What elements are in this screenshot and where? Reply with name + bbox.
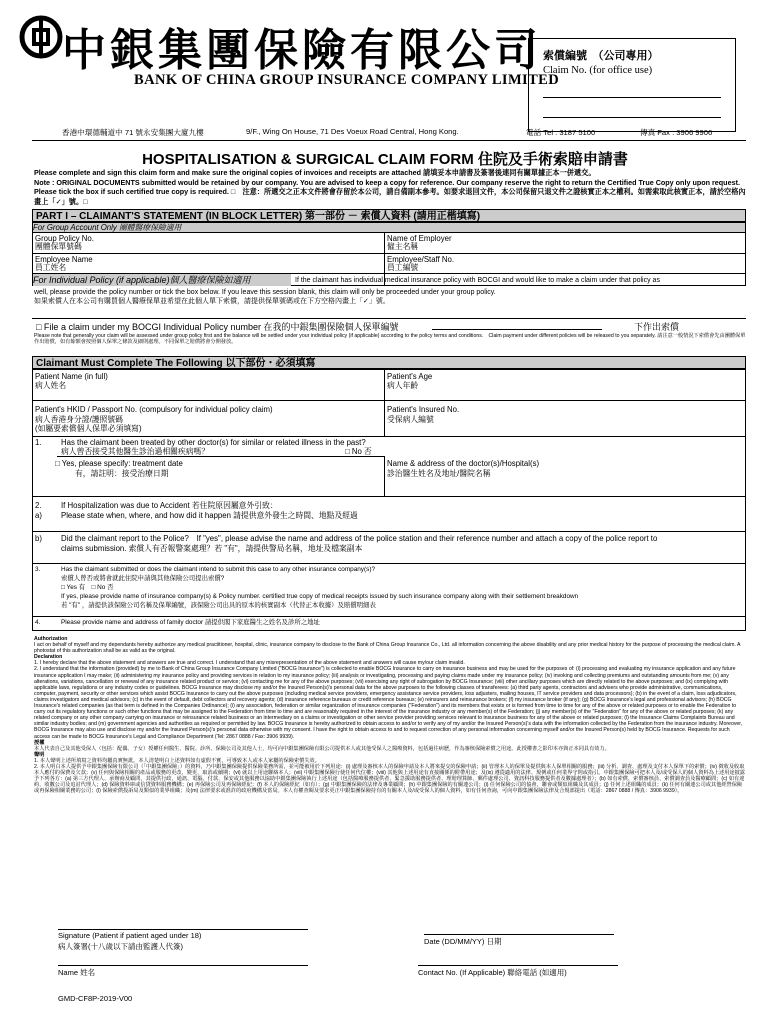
fax: 傳真 Fax : 3906 9906 xyxy=(640,128,713,137)
address-cn: 香港中環德輔道中 71 號永安集團大廈九樓 xyxy=(62,128,204,137)
q1-yes-checkbox[interactable]: □ Yes, please specify: treatment date xyxy=(55,459,183,468)
employee-no-label-cn: 員工編號 xyxy=(387,263,419,272)
claim-number-box[interactable] xyxy=(528,38,736,132)
intro-line1: Please complete and sign this claim form and make sure the original copies of invoices and receipts are attached 請填妥本申請書及簽署後連同有關單據正本一併遞交。 xyxy=(34,168,596,177)
file-claim-note: Please note that generally your claim will be assessed under group policy first and the balance will be settled under your individual policy (if applicable) according to the policy terms and conditions. Claim payment under different policies will be released to you separately. 請注意一般情況下索償會先由團體保單作出賠償，如有餘額會按照個人保單之條款及細則處理。不同保單之賠償將會分開發放。 xyxy=(34,333,746,346)
company-logo-icon xyxy=(18,14,64,60)
individual-policy-label: For Individual Policy (if applicable)個人醫療保險如適用 xyxy=(33,274,291,286)
q2b-question: Did the claimant report to the Police? If "yes", please advise the name and address of the police station and their reference number and attach a copy of the police report to xyxy=(61,534,658,543)
signature-label-en: Signature (Patient if patient aged under 18) xyxy=(58,931,202,940)
file-claim-checkbox[interactable]: □ File a claim under my BOCGI Individual Policy number 在我的中銀集團保險個人保單編號 xyxy=(36,322,399,332)
header-divider xyxy=(32,140,746,141)
file-claim-suffix: 下作出索償 xyxy=(634,322,680,332)
date-label: Date (DD/MM/YY) 日期 xyxy=(424,937,502,946)
company-name-cn: 中銀集團保險有限公司 xyxy=(62,25,542,76)
contact-field[interactable] xyxy=(418,965,618,966)
q1-question: Has the claimant been treated by other doctor(s) for similar or related illness in the past? xyxy=(61,438,366,447)
declaration-title-cn: 聲明 xyxy=(34,751,45,758)
contact-label: Contact No. (If Applicable) 聯絡電話 (如適用) xyxy=(418,968,567,977)
tel: 電話 Tel : 3187 5100 xyxy=(526,128,596,137)
claim-no-line xyxy=(543,97,721,98)
employee-name-label-en: Employee Name xyxy=(35,255,93,264)
q2-question: If Hospitalization was due to Accident 若住院原因屬意外引致： xyxy=(61,501,278,510)
q2a-question: Please state when, where, and how did it happen 請提供意外發生之時間、地點及經過 xyxy=(61,511,358,520)
company-name-en: BANK OF CHINA GROUP INSURANCE COMPANY LIMITED xyxy=(134,72,560,88)
signature-field[interactable] xyxy=(58,929,308,930)
intro-note: Note : ORIGINAL DOCUMENTS submitted would be retained by our company. You are advised to keep a copy for reference. Our company reserve the right to return the Certified True Copy only upon request. Please tick the box if such certified true copy is required. □ 注意：所遞交之正本文件將會存留於本公司，請自備副本參考。如要求退回文件，本公司保留只退文件之證核實正本之權利。如需索取此核實正本，請於空格內畫上「✓」號。□ xyxy=(34,178,746,206)
declaration-title: Declaration xyxy=(34,654,63,661)
q4-question: Please provide name and address of family doctor 請提供閣下家庭醫生之姓名及診所之地址 xyxy=(61,619,320,626)
individual-note-3: 如果索償人在本公司有購買個人醫療保單並希望在此個人單下索償，請提供保單號碼或在下方空格內畫上「✓」號。 xyxy=(34,298,390,305)
patient-age-label-en: Patient's Age xyxy=(387,372,433,381)
q1-no-checkbox[interactable]: □ No 否 xyxy=(345,447,372,456)
q1-doctor-label-cn: 診治醫生姓名及地址/醫院名稱 xyxy=(387,469,491,478)
employer-label-en: Name of Employer xyxy=(387,234,452,243)
date-field[interactable] xyxy=(424,934,614,935)
declaration-cn-2: 2. 本人明白本人提供予中銀集團保險有限公司（「中銀集團保險」）的資料，乃中銀集團保險提供保險業務所需，並可能被用於下列用途：(i) 處理及審核本人的保險申請及本人將來提交的保險申請；(ii) 管理本人的保單及提供與本人保單相關的服務；(iii) 分析、調查、處理及支付本人保單下的索償；(iv) 徵收及收取本人應付的保費及欠款；(v) 任何與保險相關的產品或服務的更改、變更、取消或續期；(vi) 就以上用途聯絡本人；(vii) 中銀集團保險行使任何代位權；(viii) 其他與上述用途有直接關係的附帶用途；及(ix) 遵從適用的法律、規例或任何業界守則或指引。中銀集團保險可把本人及/或受保人的個人資料為上述用途披露予下列各方：(a) 第三方代理人、承辦商及顧問，其提供行政、通訊、電腦、付款、保安或其他服務以協助中銀集團保險執行上述用途（包括醫療服務提供者、緊急援助服務提供者、理賠理算師、郵件處理公司、資訊科技服務提供者及數據處理者）；(b) 如有索償，索償審核員、索償調查員及醫療顧問；(c) 如有違約，收數公司及追討代理人；(d) 保險資料庫或信貸資料服務機構；(e) 再保險公司及再保險經紀；(f) 本人的保險經紀（如有）；(g) 中銀集團保險的法律及專業顧問；(h) 中銀集團保險的有關連公司；(i) 任何保險公司的協會、聯會或類似組織及其成員；(j) 任何上述組織的成員；(k) 任何有關連公司或其他經營保險或再保險相關業務的公司；(l) 保險索償投訴局及類似的業界組織；及(m) 法律要求或准許的政府機構及當局。本人有權查閱及要求更正中銀集團保險持有的有關本人及/或受保人的個人資料，如有任何查詢，可向中銀集團保險法律及合規部提出（電話：2867 0888 / 傳真：3906 9939）。 xyxy=(34,763,745,795)
authorization-title-cn: 授權 xyxy=(34,739,45,746)
authorization-text-cn: 本人代表自己及其他受保人（包括：配偶、子女）授權任何醫生、醫院、診所、保險公司及其他人士，均可向中銀集團保險有限公司提供本人或其他受保人之醫療資料，包括過往病歷，作為審核保險索償之用途。此授權書之影印本亦與正本同具有效力。 xyxy=(34,745,610,752)
patient-section xyxy=(32,369,746,631)
q3-if-yes: If yes, please provide name of insurance company(s) & Policy number. certified true copy of medical receipts issued by such insurance company along with their settlement breakdown xyxy=(61,593,579,600)
patient-name-label-cn: 病人姓名 xyxy=(35,381,67,390)
patient-name-label-en: Patient Name (in full) xyxy=(35,372,108,381)
declaration-item-1: 1. I hereby declare that the above statement and answers are true and correct. I understand that any misrepresentation of the above statement and answers will cause my/our claim invalid. xyxy=(34,660,465,667)
declaration-item-2: 2. I understand that the information (provided) by me to Bank of China Group Insurance Company Limited ("BOCG Insurance") is collected to enable BOCG Insurance to carry on insurance business and may be used for the purposes of: (i) processing and evaluating my insurance application and any future insurance application I may make; (ii) administering my insurance policy and providing services in relation to my insurance policy; (iii) analysis or investigating, processing and paying claims made under my insurance policy; (iv) invoking and collecting premiums and outstanding amounts from me; (v) any alterations, variations, cancellation or renewal of any insurance related product or service; (vi) contacting me for any of the above purposes; (vii) exercising any right of subrogation by BOCG Insurance; (viii) other ancillary purposes which are directly related to the above purposes; and (ix) complying with applicable laws, regulations or any industry codes or guidelines. BOCG Insurance may disclose my and/or the Insured Person(s)'s personal data for the above purposes to the following classes of transferees: (a) third party agents, contractors and advisers who provide administrative, communications, computer, payment, security or other services which assist BOCG Insurance to carry out the above purposes (including medical service providers, emergency assistance service providers, loss adjusters, mailing houses, IT service providers and data processors); (b) in the event of a claim, loss adjudicators, claims investigators and medical advisors; (c) in the event of default, debt collectors and recovery agents; (d) insurance reference bureaus or credit reference bureaus; (e) reinsurers and reinsurance brokers; (f) my insurance broker (if any); (g) BOCG Insurance's legal and professional advisors; (h) BOCG Insurance's related companies (as that term is defined in the Companies Ordinance); (i) any association, federation or similar organization of insurance companies ("Federation") and its members that exists or is formed from time to time for any of the above or related purposes or to enable the Federation to carry out its regulatory functions or such other functions that may be assigned to the Federation from time to time and are reasonably required in the interest of the insurance industry or any member(s) of the Federation; (j) any member(s) of the "Federation" for any of the above or related purposes; (k) any related company or any other company carrying on insurance or reinsurance related business or an intermediary on a claims or investigation or other service provider providing services relevant to insurance business for any of the above or related purposes; (l) the Insurance Claims Complaints Bureau and similar industry bodies; and (m) government agencies and authorities as required or permitted by law. BOCG Insurance is hereby authorized to obtain access to and/or to verify any of my and/or the Insured Person(s)'s data with the information collected by the Federation from the insurance industry. Moreover, BOCG Insurance may also use and disclose my and/or the Insured Person(s)'s personal data otherwise with my consent. I have the right to obtain access to and to request correction of any personal information concerning myself and/or the Insured Person(s) held by BOCG Insurance. Requests for such access can be made to BOCG Insurance's Legal and Compliance Department (Tel: 2867 0888 / Fax: 3906 9939). xyxy=(34,666,743,740)
insured-no-label-en: Patient's Insured No. xyxy=(387,405,460,414)
employee-no-label-en: Employee/Staff No. xyxy=(387,255,455,264)
q2b-number: b) xyxy=(35,534,42,543)
signature-label-cn: 病人簽署(十八歲以下請由監護人代簽) xyxy=(58,942,183,951)
employer-label-cn: 僱主名稱 xyxy=(387,242,419,251)
group-policy-label-en: Group Policy No. xyxy=(35,234,94,243)
authorization-text: I act on behalf of myself and my dependants hereby authorize any medical practitioner, hospital, clinic, insurance company to disclose to the Bank of China Group Insurance Co., Ltd. all information concerning the above disability and any prior medical history for the purpose of processing the medical claim. A photostat of this authorization shall be as valid as the original. xyxy=(34,642,741,655)
divider xyxy=(32,318,746,319)
name-field[interactable] xyxy=(58,965,308,966)
claim-no-line xyxy=(543,117,721,118)
form-code: GMD-CF8P-2019-V00 xyxy=(58,994,133,1003)
q3-number: 3. xyxy=(35,566,41,573)
claim-no-label-en: Claim No. (for office use) xyxy=(543,65,653,76)
individual-note-2: well, please provide the policy number or tick the box below. If you leave this session blank, this claim will only be proceeded under your group policy. xyxy=(34,289,496,296)
address-en: 9/F., Wing On House, 71 Des Voeux Road Central, Hong Kong. xyxy=(246,127,459,136)
q3-question-cn: 索償人曾否或將會就此住院申請與其他保險公司提出索償? xyxy=(61,575,225,582)
name-label: Name 姓名 xyxy=(58,968,96,977)
individual-note-1: If the claimant has individual medical insurance policy with BOCGI and would like to make a claim under that policy as xyxy=(295,277,660,284)
employee-name-label-cn: 員工姓名 xyxy=(35,263,67,272)
part1-heading: PART I – CLAIMANT'S STATEMENT (IN BLOCK LETTER) 第一部份 － 索償人資料 (請用正楷填寫) xyxy=(32,209,746,222)
patient-age-label-cn: 病人年齡 xyxy=(387,381,419,390)
group-only-label: For Group Account Only 團體醫療保險適用 xyxy=(33,223,745,232)
q2a-number: a) xyxy=(35,511,42,520)
q4-number: 4. xyxy=(35,619,41,626)
group-policy-label-cn: 團體保單號碼 xyxy=(35,242,82,251)
q1-yes-label-cn: 有，請註明：接受治療日期 xyxy=(75,469,169,478)
q1-doctor-label-en: Name & address of the doctor(s)/Hospital(s) xyxy=(387,459,540,468)
q3-if-yes-cn: 若 "有" ，請提供該保險公司名稱及保單編號，該保險公司出具的原本的核實副本（代替正本收據）及賠償明細表 xyxy=(61,602,376,609)
q1-question-cn: 病人曾否接受其他醫生診治過相關疾病嗎？ xyxy=(61,447,210,456)
form-title: HOSPITALISATION & SURGICAL CLAIM FORM 住院及手術索賠申請書 xyxy=(142,151,628,168)
q3-question: Has the claimant submitted or does the claimant intend to submit this case to any other insurance company(s)? xyxy=(61,566,376,573)
q2b-question-cn: claims submission. 索償人有否報警案處理？若 "有"，請提供警局名稱，地址及檔案副本 xyxy=(61,544,363,553)
q2-number: 2. xyxy=(35,501,42,510)
patient-heading: Claimant Must Complete The Following 以下部份・必須填寫 xyxy=(32,356,746,369)
authorization-title: Authorization xyxy=(34,636,68,642)
hkid-label-cn: 病人香港身分證/護照號碼 xyxy=(35,415,123,424)
group-policy-section xyxy=(32,222,746,286)
hkid-label-en: Patient's HKID / Passport No. (compulsory for individual policy claim) xyxy=(35,405,273,414)
declaration-section xyxy=(34,636,746,938)
individual-policy-no-field[interactable] xyxy=(432,329,602,330)
declaration-cn-1: 1. 本人聲明上述所填寫之資料均屬真實無訛。本人清楚明白上述資料如有虛假不實，可導致本人或本人家屬的保險索償失效。 xyxy=(34,757,320,764)
q1-number: 1. xyxy=(35,438,42,447)
insured-no-label-cn: 受保病人編號 xyxy=(387,415,434,424)
q3-options[interactable]: □ Yes 有 □ No 否 xyxy=(61,584,114,591)
claim-no-label-cn: 索償編號 （公司專用） xyxy=(543,50,659,62)
hkid-label-note: (如屬要索償個人保單必須填寫) xyxy=(35,424,142,433)
